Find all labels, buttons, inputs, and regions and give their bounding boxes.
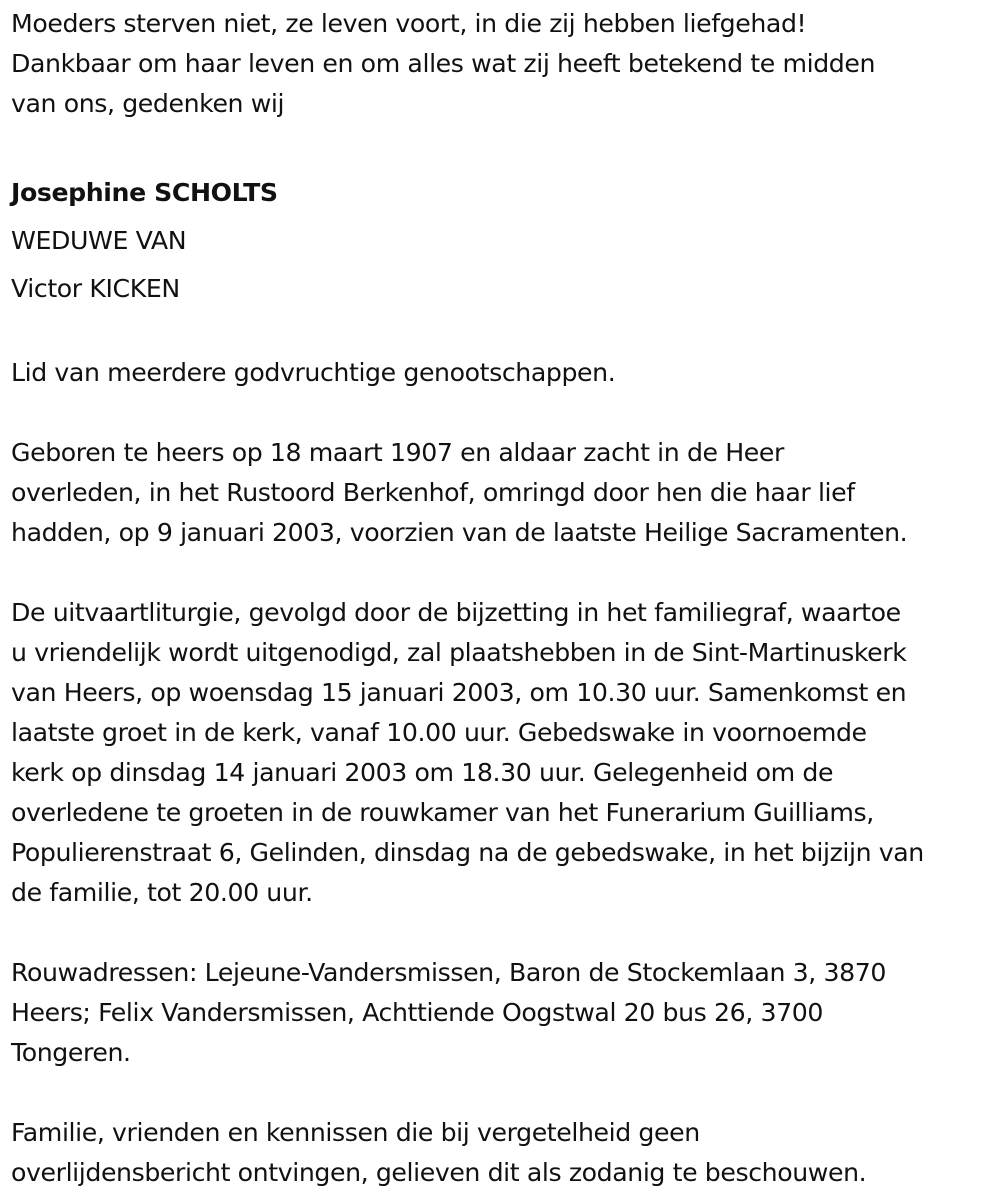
birth-death-text: Geboren te heers op 18 maart 1907 en aldaar zacht in de Heer overleden, in het Rustoord Berkenhof, omringd door hen die haar lief hadden, op 9 januari 2003, voorzien van de laatste Heilige Sacramenten. xyxy=(11,438,908,547)
intro-text: Moeders sterven niet, ze leven voort, in die zij hebben liefgehad! Dankbaar om haar leven en om alles wat zij heeft betekend te midden van ons, gedenken wij xyxy=(11,9,876,118)
relation-label: WEDUWE VAN xyxy=(11,226,187,255)
funeral-details-text: De uitvaartliturgie, gevolgd door de bijzetting in het familiegraf, waartoe u vriendelijk wordt uitgenodigd, zal plaatshebben in de Sint-Martinuskerk van Heers, op woensdag 15 januari 2003, om 10.30 uur. Samenkomst en laatste groet in de kerk, vanaf 10.00 uur. Gebedswake in voornoemde kerk op dinsdag 14 januari 2003 om 18.30 uur. Gelegenheid om de overledene te groeten in de rouwkamer van het Funerarium Guilliams, Populierenstraat 6, Gelinden, dinsdag na de gebedswake, in het bijzijn van de familie, tot 20.00 uur. xyxy=(11,598,924,907)
condolence-addresses-text: Rouwadressen: Lejeune-Vandersmissen, Baron de Stockemlaan 3, 3870 Heers; Felix Vandersmissen, Achttiende Oogstwal 20 bus 26, 3700 Tongeren. xyxy=(11,958,886,1067)
closing-text: Familie, vrienden en kennissen die bij vergetelheid geen overlijdensbericht ontvingen, gelieven dit als zodanig te beschouwen. xyxy=(11,1118,867,1187)
deceased-name: Josephine SCHOLTS xyxy=(11,178,278,207)
obituary-notice xyxy=(11,0,995,1193)
spouse-name: Victor KICKEN xyxy=(11,274,180,303)
membership-text: Lid van meerdere godvruchtige genootschappen. xyxy=(11,358,616,387)
